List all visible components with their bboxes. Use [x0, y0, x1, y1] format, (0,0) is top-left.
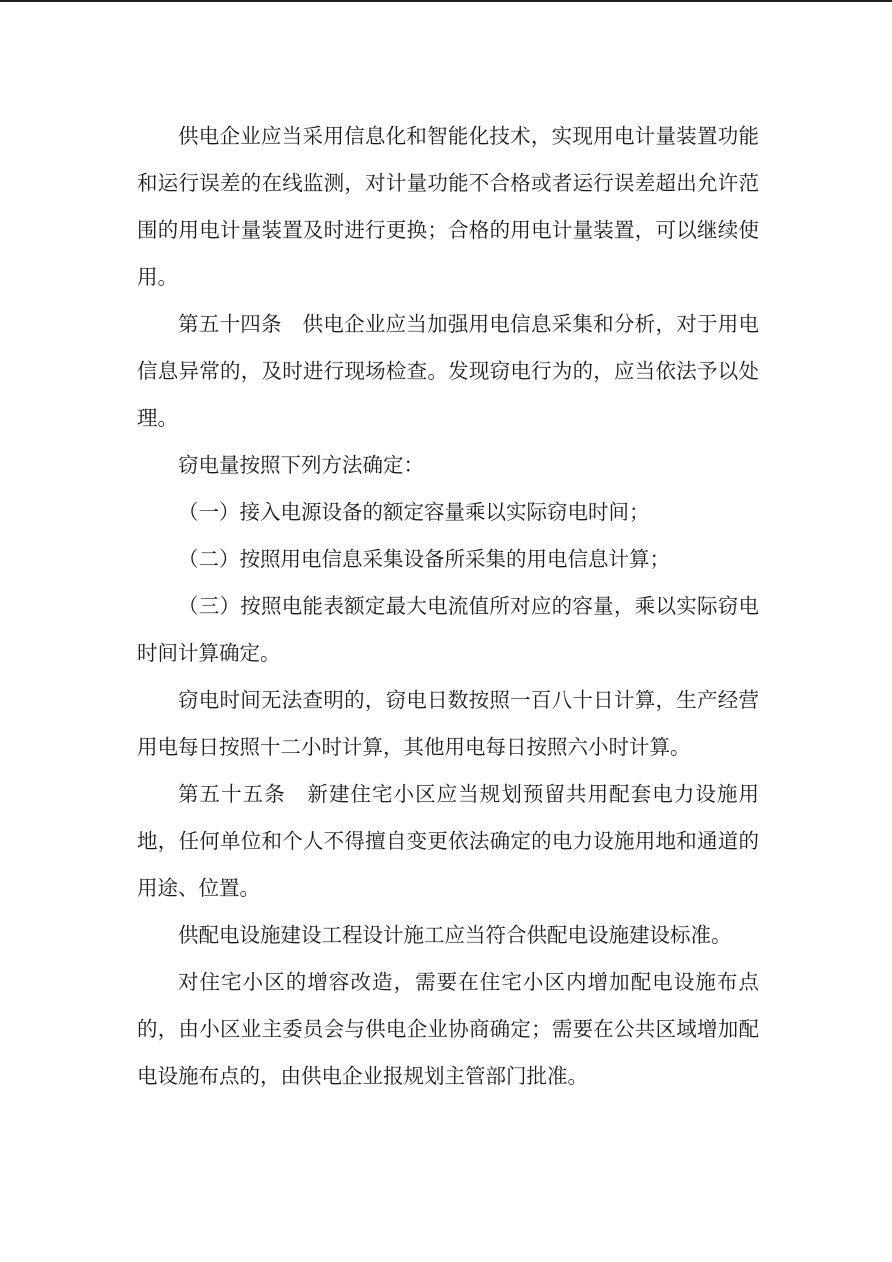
paragraph-theft-duration: 窃电时间无法查明的，窃电日数按照一百八十日计算，生产经营用电每日按照十二小时计算，其他用电每日按照六小时计算。 [137, 688, 759, 759]
paragraph-article-55: 第五十五条 新建住宅小区应当规划预留共用配套电力设施用地，任何单位和个人不得擅自变更依法确定的电力设施用地和通道的用途、位置。 [137, 782, 759, 900]
paragraph-capacity-upgrade: 对住宅小区的增容改造，需要在住宅小区内增加配电设施布点的，由小区业主委员会与供电企业协商确定；需要在公共区域增加配电设施布点的，由供电企业报规划主管部门批准。 [137, 970, 759, 1088]
paragraph-method-3: （三）按照电能表额定最大电流值所对应的容量，乘以实际窃电时间计算确定。 [137, 594, 759, 665]
paragraph-article-54: 第五十四条 供电企业应当加强用电信息采集和分析，对于用电信息异常的，及时进行现场检查。发现窃电行为的，应当依法予以处理。 [137, 312, 759, 430]
paragraph-construction-standards: 供配电设施建设工程设计施工应当符合供配电设施建设标准。 [178, 923, 732, 947]
paragraph-method-1: （一）接入电源设备的额定容量乘以实际窃电时间； [178, 500, 650, 524]
page-top-border [0, 0, 892, 2]
paragraph-method-2: （二）按照用电信息采集设备所采集的用电信息计算； [178, 547, 670, 571]
paragraph-metering-monitoring: 供电企业应当采用信息化和智能化技术，实现用电计量装置功能和运行误差的在线监测，对计量功能不合格或者运行误差超出允许范围的用电计量装置及时进行更换；合格的用电计量装置，可以继续使用。 [137, 124, 759, 289]
paragraph-theft-methods-intro: 窃电量按照下列方法确定： [178, 453, 424, 477]
document-body [137, 113, 759, 1100]
